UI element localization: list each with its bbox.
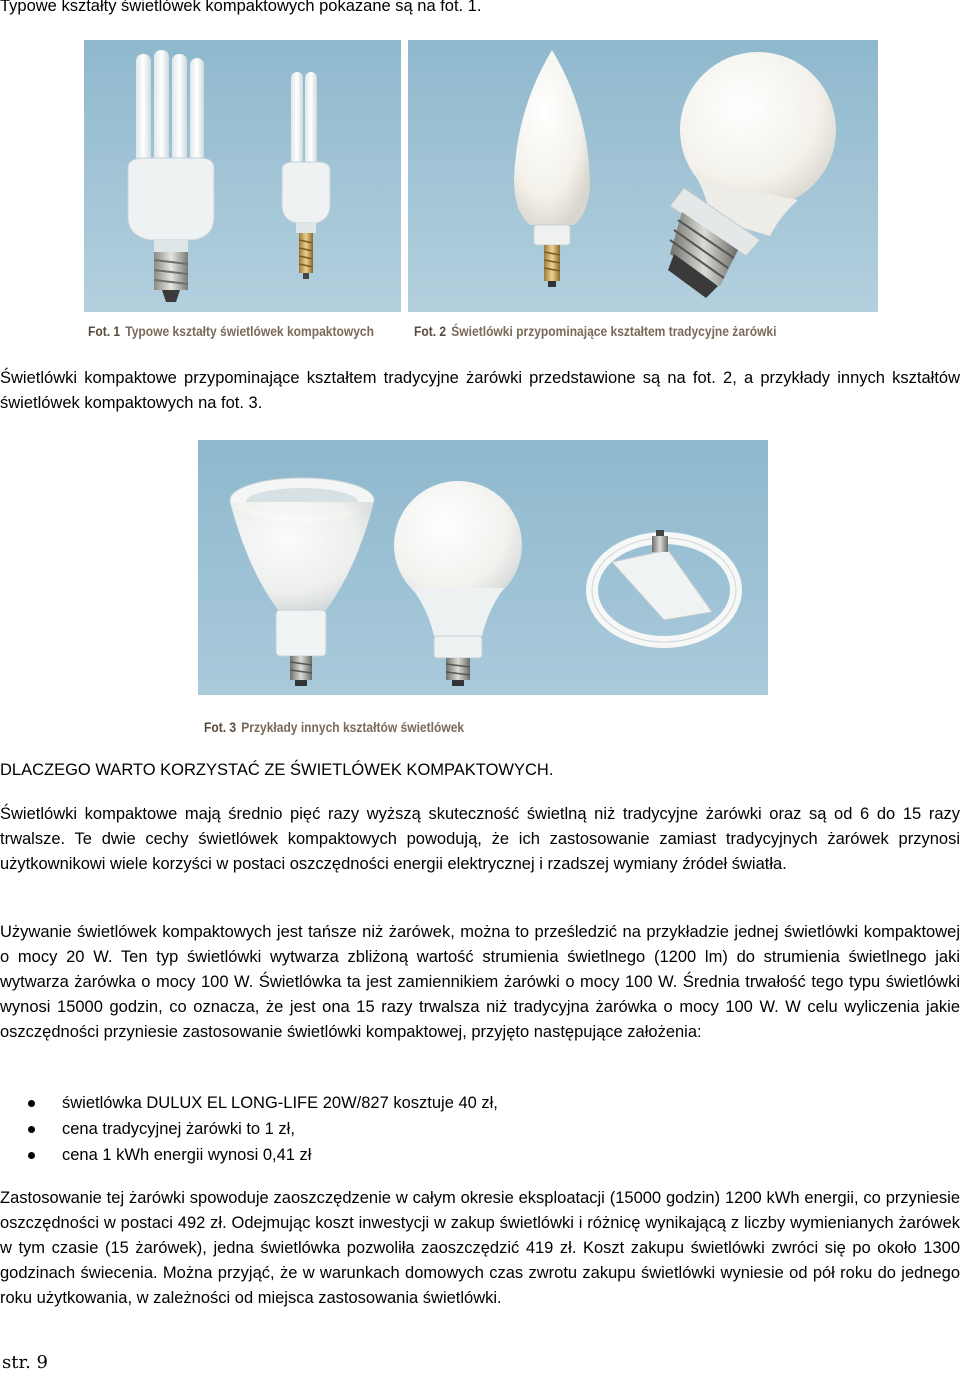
paragraph-efficiency: Świetlówki kompaktowe mają średnio pięć razy wyższą skuteczność świetlną niż tradycyjne żarówki oraz są od 6 do 15 razy trwalsze. Te dwie cechy świetlówek kompaktowych powodują, że ich zastosowanie zamiast tradycyjnych żarówek przynosi użytkownikowi wiele korzyści w postaci oszczędności energii elektrycznej i rzadszej wymiany źródeł światła.: [0, 805, 960, 873]
bullet-icon: [28, 1100, 35, 1107]
fot2-caption-text: Świetlówki przypominające kształtem tradycyjne żarówki: [451, 323, 777, 339]
paragraph-savings: Zastosowanie tej żarówki spowoduje zaoszczędzenie w całym okresie eksploatacji (15000 godzin) 1200 kWh energii, co przyniesie oszczędności w postaci 492 zł. Odejmując koszt inwestycji w zakup świetlówki i różnicę wynikającą z liczby wymienianych żarówek w tym czasie (15 żarówek), jedna świetlówka pozwoliła zaoszczędzić 419 zł. Koszt zakupu świetlówki zwróci się po około 1300 godzinach świecenia. Można przyjąć, że w warunkach domowych czas zwrotu zakupu świetlówki wyniesie od pół roku do jednego roku użytkowania, w zależności od miejsca zastosowania świetlówki.: [0, 1189, 960, 1307]
fot1-caption-text: Typowe kształty świetlówek kompaktowych: [125, 323, 374, 339]
assumptions-list: [0, 1090, 960, 1168]
fot3-number: Fot. 3: [204, 719, 237, 735]
list-item: cena 1 kWh energii wynosi 0,41 zł: [0, 1142, 960, 1168]
intro-text: Typowe kształty świetlówek kompaktowych pokazane są na fot. 1.: [0, 0, 482, 15]
fot3-caption-text: Przykłady innych kształtów świetlówek: [241, 719, 465, 735]
photo-fot2: [408, 40, 878, 339]
fot2-number: Fot. 2: [414, 323, 447, 339]
list-item: świetlówka DULUX EL LONG-LIFE 20W/827 kosztuje 40 zł,: [0, 1090, 960, 1116]
list-item: cena tradycyjnej żarówki to 1 zł,: [0, 1116, 960, 1142]
fot1-caption: [88, 318, 374, 344]
paragraph-shapes: Świetlówki kompaktowe przypominające kształtem tradycyjne żarówki przedstawione są na fot. 2, a przykłady innych kształtów świetlówek kompaktowych na fot. 3.: [0, 369, 960, 412]
bullet-icon: [28, 1152, 35, 1159]
section-heading: DLACZEGO WARTO KORZYSTAĆ ZE ŚWIETLÓWEK KOMPAKTOWYCH.: [0, 761, 554, 779]
paragraph-example: Używanie świetlówek kompaktowych jest tańsze niż żarówek, można to prześledzić na przykładzie jednej świetlówki kompaktowej o mocy 20 W. Ten typ świetlówki wytwarza zbliżoną wartość strumienia świetlnego (1200 lm) do strumienia świetlnego jaki wytwarza żarówka o mocy 100 W. Świetlówka ta jest zamiennikiem żarówki o mocy 100 W. Średnia trwałość tego typu świetlówki wynosi 15000 godzin, co oznacza, że jest ona 15 razy trwalsza niż tradycyjna żarówka o mocy 100 W. W celu wyliczenia jakie oszczędności przyniesie zastosowanie świetlówki kompaktowej, przyjęto następujące założenia:: [0, 923, 960, 1041]
photo-fot3: [198, 440, 768, 740]
page-number: str. 9: [2, 1352, 48, 1373]
fot1-number: Fot. 1: [88, 323, 121, 339]
fot3-caption: [204, 714, 464, 740]
photo-fot1: [84, 40, 401, 339]
fot2-caption: [414, 318, 776, 344]
bullet-icon: [28, 1126, 35, 1133]
